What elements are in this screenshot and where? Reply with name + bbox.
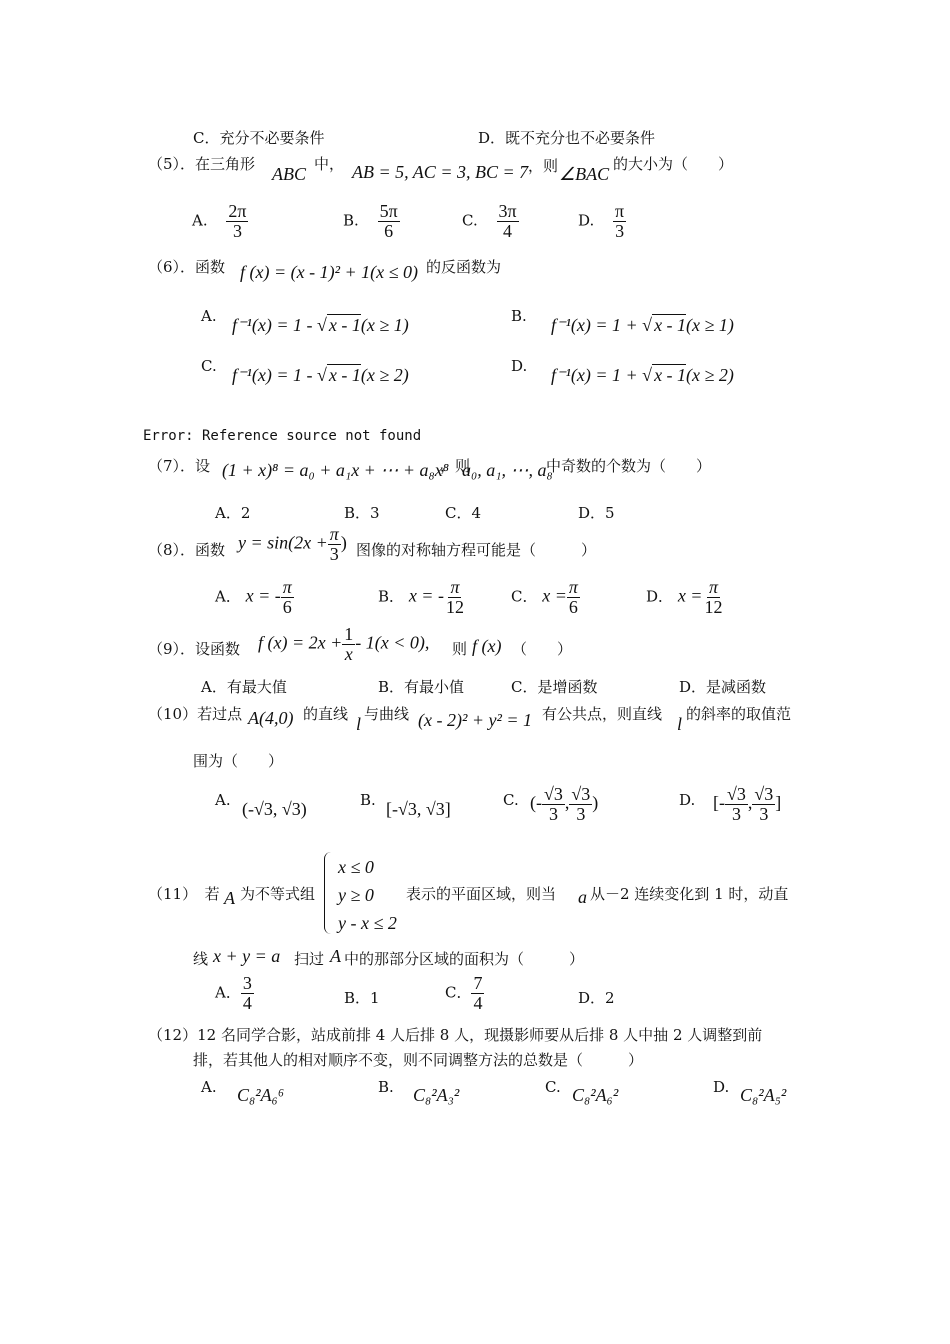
q12-option-a-label: A. (201, 1078, 217, 1096)
q10-option-a-label: A. (215, 791, 231, 809)
q6-number: （6）．函数 (148, 258, 226, 276)
q8-option-d: D． x = $\frac{\pi}{12}$ (646, 577, 723, 617)
q10-option-b: [-√3, √3] (386, 799, 451, 819)
q10-line-l: l (356, 714, 362, 734)
q11-line-eq: x + y = a (213, 946, 281, 966)
q11-line2-b: 扫过 (294, 950, 325, 968)
q7-tail: 中奇数的个数为（ ） (546, 457, 712, 475)
q10-option-a: (-√3, √3) (242, 799, 307, 819)
q11-number: （11） 若 (148, 885, 220, 903)
q10-text-2: 与曲线 (364, 705, 410, 723)
q6-option-d: f⁻¹(x) = 1 + √ x - 1(x ≥ 2) (551, 365, 734, 385)
q8-number: （8）．函数 (148, 541, 226, 559)
q6-option-d-label: D. (511, 357, 528, 375)
q10-option-d-label: D. (679, 791, 696, 809)
q8-option-c: C． x = $\frac{\pi}{6}$ (511, 577, 578, 617)
q8-option-a: A． x = - $\frac{\pi}{6}$ (215, 577, 292, 617)
q8-function: y = sin(2x + $\frac{\pi}{3}$ ) (238, 524, 347, 564)
q10-option-c-label: C. (503, 791, 519, 809)
q5-option-b: B. $\frac{5\pi}{6}$ (343, 201, 398, 241)
q9-fx: f (x) (472, 636, 502, 656)
q5-number: （5）．在三角形 (148, 155, 256, 173)
q10-number: （10）若过点 (148, 705, 243, 723)
q7-expansion: (1 + x)⁸ = a₀ + a₁x + ⋯ + a₈x⁸ (222, 460, 449, 480)
q10-text-4: 的斜率的取值范 (686, 705, 792, 723)
q7-then: ，则 (440, 457, 471, 475)
q12-option-c: C₈²A₆² (572, 1085, 619, 1105)
q11-ineq-2: y ≥ 0 (338, 885, 374, 905)
q11-region-a-2: A (330, 946, 341, 966)
q5-tail: 的大小为（ ） (613, 155, 734, 173)
q10-line-l-2: l (677, 714, 683, 734)
q7-option-a: A．2 (215, 504, 251, 522)
q9-option-b: B．有最小值 (378, 678, 465, 696)
q12-option-b-label: B. (378, 1078, 394, 1096)
q9-function: f (x) = 2x + $\frac{1}{x}$ - 1(x < 0), (258, 624, 430, 664)
q11-param-a: a (578, 887, 587, 907)
q9-then: 则 (452, 640, 468, 658)
q5-condition: AB = 5, AC = 3, BC = 7 (352, 162, 529, 182)
q7-number: （7）．设 (148, 457, 211, 475)
error-reference-text: Error: Reference source not found (143, 428, 422, 444)
q10-option-d: [- $\frac{√3}{3}$ , $\frac{√3}{3}$ ] (713, 784, 782, 824)
q12-line-1: （12）12 名同学合影，站成前排 4 人后排 8 人，现摄影师要从后排 8 人中抽 2 人调整到前 (148, 1026, 763, 1044)
q11-text-3: 从－2 连续变化到 1 时，动直 (590, 885, 789, 903)
q6-option-a-label: A. (201, 307, 217, 325)
q5-then: ，则 (528, 157, 559, 175)
q6-option-c: f⁻¹(x) = 1 - √ x - 1(x ≥ 2) (232, 365, 409, 385)
q9-tail: （ ） (512, 640, 573, 658)
q12-option-b: C₈²A₃² (413, 1085, 460, 1105)
q10-option-c: (- $\frac{√3}{3}$ , $\frac{√3}{3}$ ) (530, 784, 599, 824)
q9-option-c: C．是增函数 (511, 678, 598, 696)
q6-option-b: f⁻¹(x) = 1 + √ x - 1(x ≥ 1) (551, 315, 734, 335)
q11-line2-a: 线 (193, 950, 209, 968)
q10-point: A(4,0) (248, 708, 294, 728)
q12-option-a: C₈²A₆⁶ (237, 1085, 285, 1105)
q9-number: （9）．设函数 (148, 640, 241, 658)
q6-option-a: f⁻¹(x) = 1 - √ x - 1(x ≥ 1) (232, 315, 409, 335)
q11-ineq-1: x ≤ 0 (338, 857, 374, 877)
q12-option-c-label: C. (545, 1078, 561, 1096)
q4-option-c: C．充分不必要条件 (193, 129, 325, 147)
q8-tail: 图像的对称轴方程可能是（ ） (356, 541, 597, 559)
q10-option-b-label: B. (360, 791, 376, 809)
q4-option-d: D．既不充分也不必要条件 (478, 129, 656, 147)
q6-option-b-label: B. (511, 307, 527, 325)
q6-function: f (x) = (x - 1)² + 1(x ≤ 0) (240, 262, 418, 282)
q12-option-d: C₈²A₅² (740, 1085, 787, 1105)
q9-option-d: D．是减函数 (679, 678, 767, 696)
q11-option-d: D．2 (578, 989, 615, 1007)
q5-mid: 中， (314, 155, 345, 173)
q7-option-c: C．4 (445, 504, 482, 522)
q11-option-a: A． $\frac{3}{4}$ (215, 973, 252, 1013)
q5-option-d: D. $\frac{\pi}{3}$ (578, 201, 625, 241)
q11-region-a: A (224, 888, 235, 908)
q5-option-c: C. $\frac{3\pi}{4}$ (462, 201, 517, 241)
q12-line-2: 排，若其他人的相对顺序不变，则不同调整方法的总数是（ ） (193, 1051, 644, 1069)
q10-text-1: 的直线 (303, 705, 349, 723)
q12-option-d-label: D. (713, 1078, 730, 1096)
q6-option-c-label: C. (201, 357, 217, 375)
q11-brace (324, 852, 331, 934)
q10-line-2: 围为（ ） (193, 752, 284, 770)
q6-tail: 的反函数为 (426, 258, 502, 276)
q10-text-3: 有公共点，则直线 (542, 705, 663, 723)
q8-option-b: B． x = - $\frac{\pi}{12}$ (378, 577, 464, 617)
q11-ineq-3: y - x ≤ 2 (338, 913, 397, 933)
q11-line2-c: 中的那部分区域的面积为（ ） (344, 950, 585, 968)
q5-option-a: A. $\frac{2\pi}{3}$ (192, 201, 247, 241)
q5-angle: ∠BAC (559, 164, 610, 184)
q7-option-b: B．3 (344, 504, 380, 522)
q10-curve: (x - 2)² + y² = 1 (418, 710, 533, 730)
q7-option-d: D．5 (578, 504, 615, 522)
q11-option-b: B．1 (344, 989, 380, 1007)
q5-triangle: ABC (272, 164, 306, 184)
q11-text-2: 表示的平面区域，则当 (406, 885, 557, 903)
q7-sequence: a₀, a₁, ⋯, a₈ (462, 460, 553, 480)
q11-text-1: 为不等式组 (240, 885, 316, 903)
q9-option-a: A．有最大值 (201, 678, 287, 696)
q11-option-c: C． $\frac{7}{4}$ (445, 973, 483, 1013)
